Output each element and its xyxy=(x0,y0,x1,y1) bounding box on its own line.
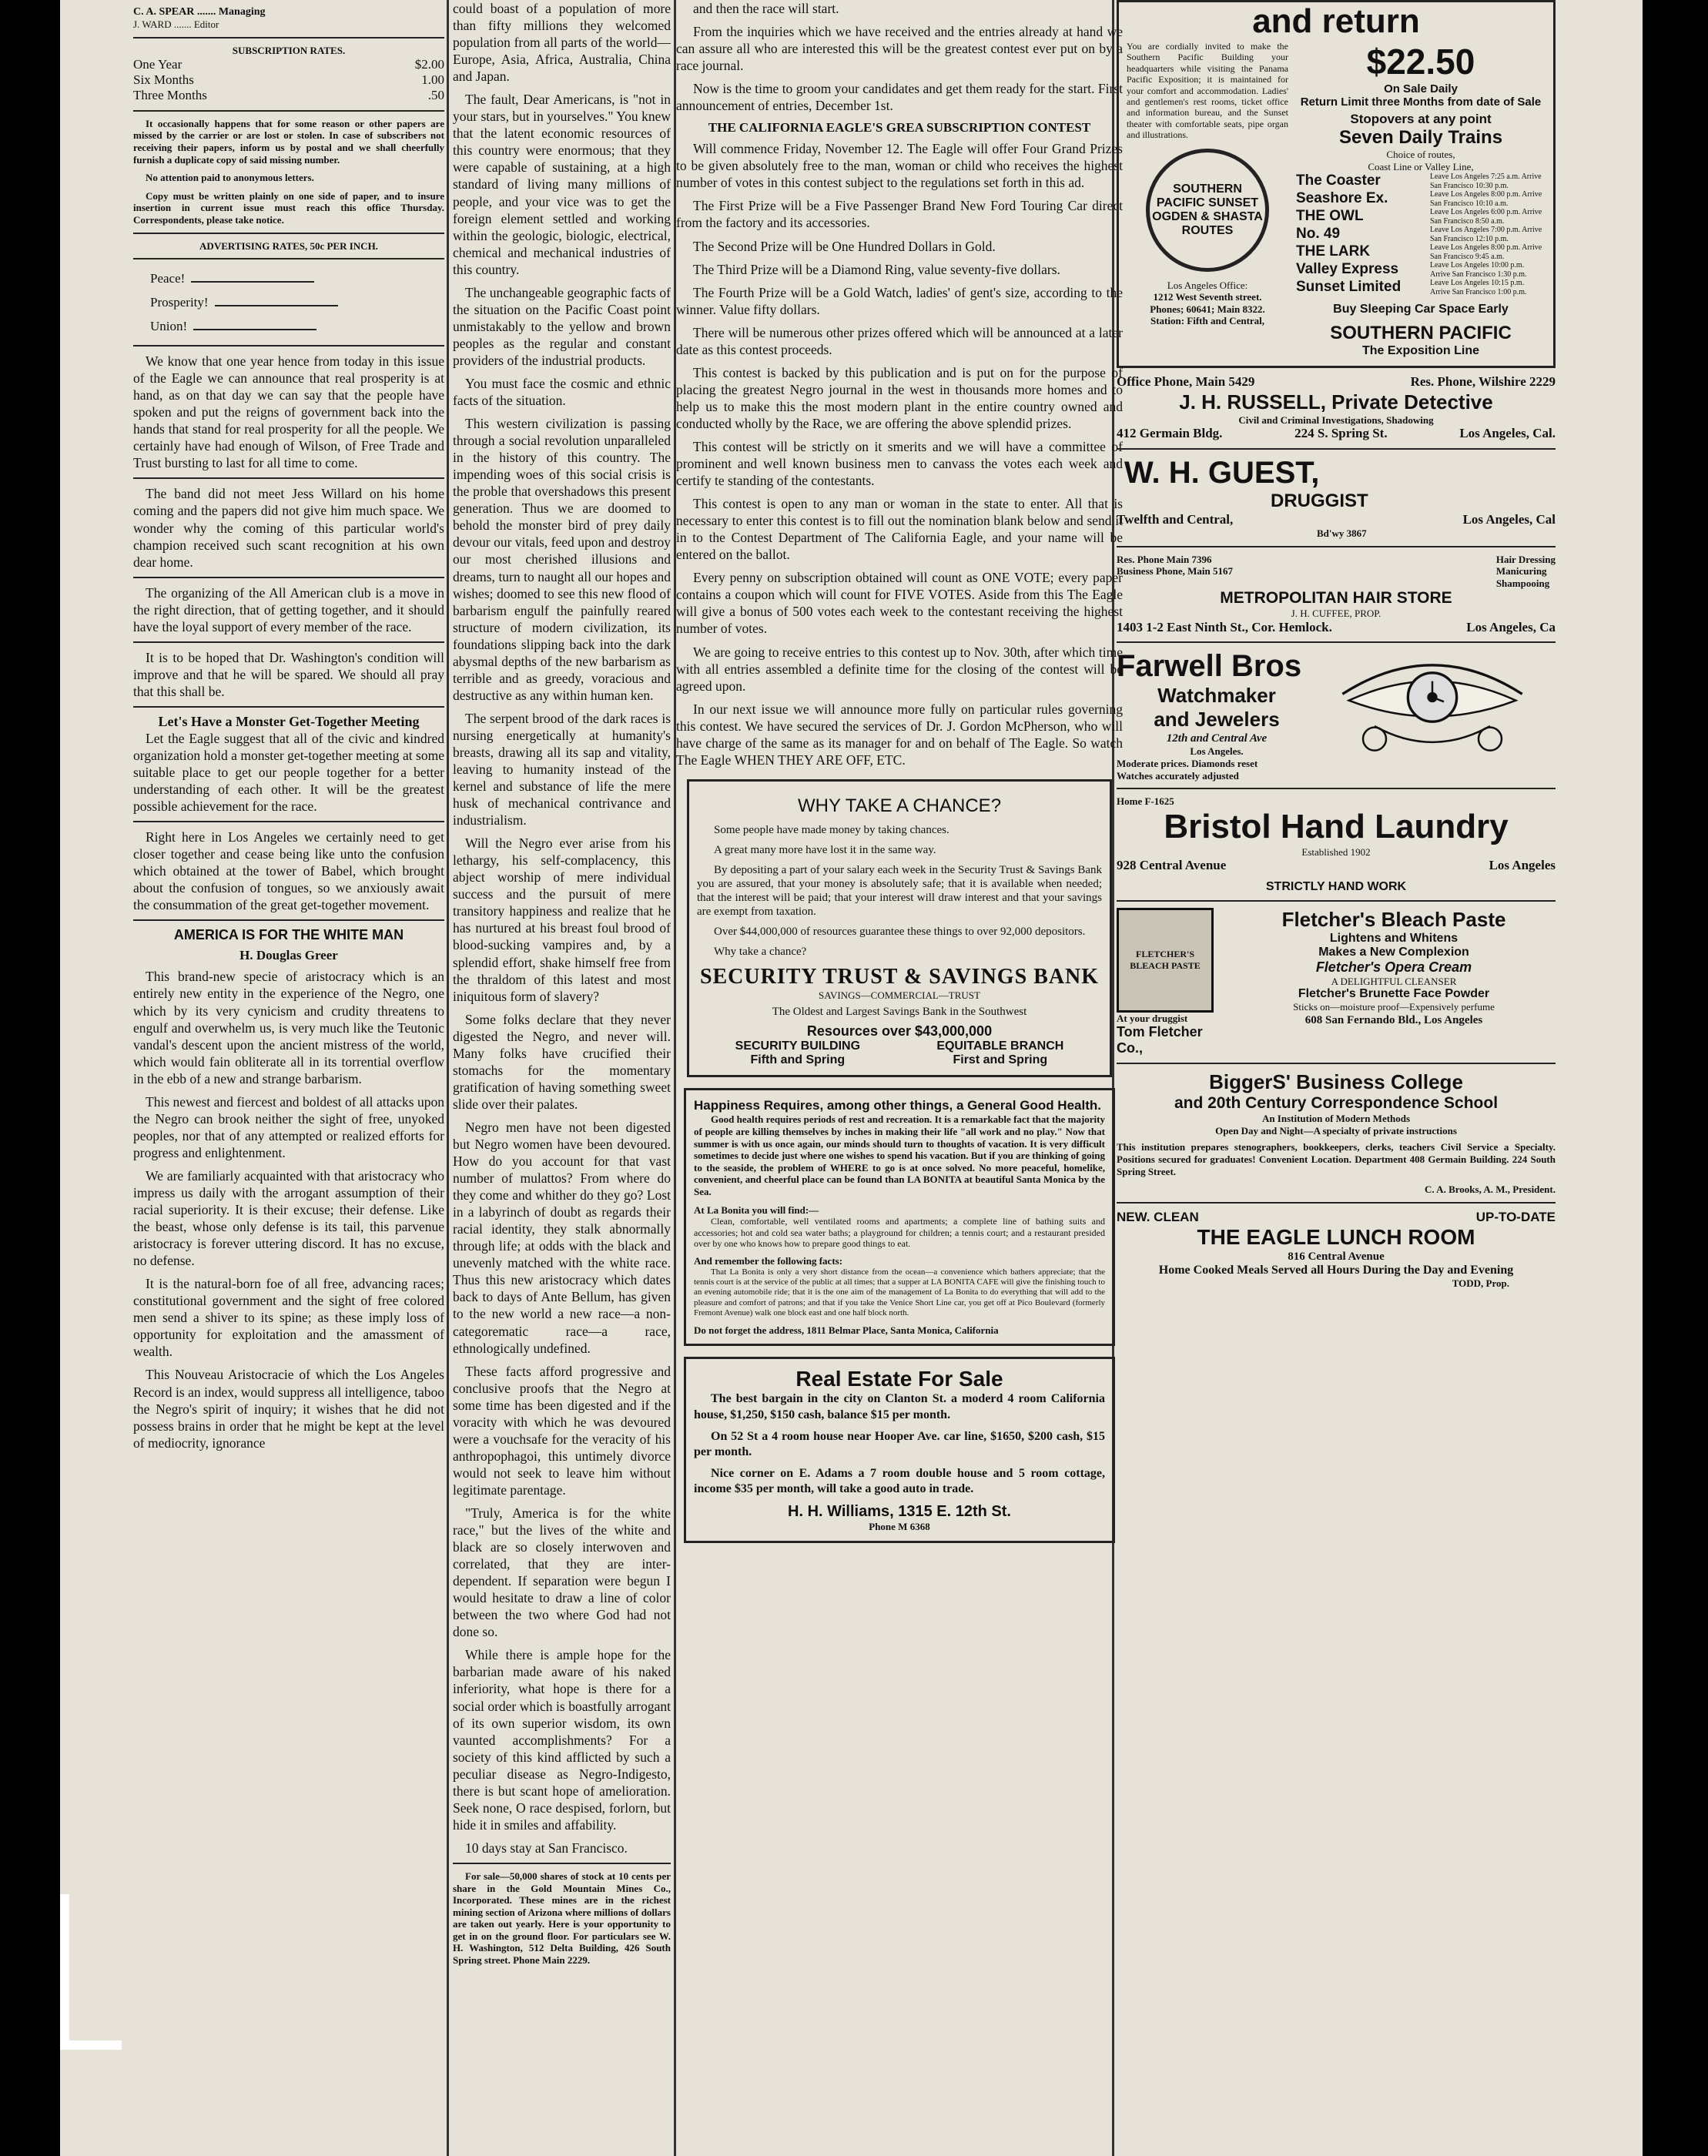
hair-prop: J. H. CUFFEE, PROP. xyxy=(1291,608,1381,620)
contest-paragraph: The Second Prize will be One Hundred Dollars in Gold. xyxy=(693,238,996,254)
article-paragraph: This western civilization is passing through a social revolution unparalleled in the history of this country. The impending woes of this social crisis is the proble that overshadows this present generation. Thus we are doomed to behold the monster bird of prey daily devour our vitals, feed upon and destroy our most cherished illusions and dreams, turn to naught all our hopes and wishes; doomed to see this new flood of barbarism engulf the painfully reared structure of modern civilization, its foundations slipping back into the dark abysmal depths of the new barbarism as terrible and as greedy, voracious and destructive as any within human ken. xyxy=(453,416,671,703)
labonita-find-body: Clean, comfortable, well ventilated rooms and apartments; a complete line of bathing suits and accessories; hot and cold sea water baths; a playground for children; a tennis court; and a restaurant presided over by one who knows how to prepare good things to eat. xyxy=(694,1216,1105,1249)
bristol-phone: Home F-1625 xyxy=(1117,795,1174,808)
russell-phones: Office Phone, Main 5429 Res. Phone, Wilshire 2229 xyxy=(1117,374,1556,390)
contest-paragraph: This contest is open to any man or woman in the state to enter. All that is necessary to enter this contest is to fill out the nomination blank below and send it in to the Contest Department of The California Eagle, and your name will be entered on the ballot. xyxy=(676,496,1123,563)
subscription-row: Six Months 1.00 xyxy=(133,72,444,87)
contest-paragraph: This contest will be strictly on it smerits and we will have a committee of prominent and well known business men to canvass the votes each week and certify te standing of the contestants. xyxy=(676,438,1123,489)
subscription-title: SUBSCRIPTION RATES. xyxy=(232,45,346,56)
labonita-find-label: At La Bonita you will find:— xyxy=(694,1204,819,1216)
russell-name: J. H. RUSSELL, Private Detective xyxy=(1179,390,1493,413)
train-row: The Coaster Leave Los Angeles 7:25 a.m. Arrive San Francisco 10:30 p.m. xyxy=(1296,172,1542,190)
subscription-row: Three Months .50 xyxy=(133,88,444,103)
bristol-name: Bristol Hand Laundry xyxy=(1164,807,1509,845)
train-row: Seashore Ex. Leave Los Angeles 8:00 p.m. Arrive San Francisco 10:10 a.m. xyxy=(1296,190,1542,208)
article-author: H. Douglas Greer xyxy=(239,948,338,963)
stock-sale-notice: For sale—50,000 shares of stock at 10 cents per share in the Gold Mountain Mines Co., Incorporated. These mines are in the richest mining section of Arizona where millions of dollars are taken out yearly. Here is your opportunity to get in on the ground floor. For particulars see W. H. Washington, 512 Delta Building, 426 South Spring street. Phone Main 2229. xyxy=(453,1870,671,1967)
bank-line: Why take a chance? xyxy=(714,945,807,958)
fletcher-line: Makes a New Complexion xyxy=(1318,945,1469,959)
masthead-editor: C. A. SPEAR ....... Managing xyxy=(133,6,266,18)
bristol-address: 928 Central Avenue Los Angeles xyxy=(1117,858,1556,873)
contest-paragraph: Every penny on subscription obtained will count as ONE VOTE; every paper contains a coupon which will count for FIVE VOTES. Aside from this The Eagle will give a bonus of 500 votes each week to the contestant receiving the highest number of votes. xyxy=(676,570,1123,637)
meeting-headline: Let's Have a Monster Get-Together Meeting xyxy=(158,713,420,729)
guest-phone: Bd'wy 3867 xyxy=(1317,527,1367,539)
slogan: Union! xyxy=(150,318,444,334)
biggers-name: BiggerS' Business College xyxy=(1209,1070,1463,1094)
eagle-lunch-prop: TODD, Prop. xyxy=(1452,1277,1509,1289)
bank-sub: SAVINGS—COMMERCIAL—TRUST xyxy=(819,989,980,1001)
bristol-tagline: STRICTLY HAND WORK xyxy=(1265,879,1407,893)
eagle-lunch-name: THE EAGLE LUNCH ROOM xyxy=(1197,1224,1475,1249)
contest-paragraph: The First Prize will be a Five Passenger Brand New Ford Touring Car direct from the factory and its accessories. xyxy=(676,198,1123,231)
article-paragraph: This newest and fiercest and boldest of all attacks upon the Negro can brook neither the sight of free, unyoked peoples, nor that of any attempted or realized efforts for progress and enlightenment. xyxy=(133,1093,444,1160)
labonita-remember-label: And remember the following facts: xyxy=(694,1255,843,1267)
bank-line: By depositing a part of your salary each week in the Security Trust & Savings Bank you are assured, that your money is absolutely safe; that it is available when needed; that the interest will be paid; that your interest will draw interest and that your savings are exempt from taxation. xyxy=(697,863,1102,918)
train-row: THE LARK Leave Los Angeles 8:00 p.m. Arrive San Francisco 9:45 a.m. xyxy=(1296,243,1542,261)
article-paragraph: 10 days stay at San Francisco. xyxy=(465,1840,628,1856)
article-paragraph: This brand-new specie of aristocracy which is an entirely new entity in the experience of the Negro, one which by its very cynicism and crudity threatens to engulf and overwhelm us, is very much like the Teutonic vandal's descent upon the ancient mistress of the world, which would fain obliterate all in its torrential overflow in the ebb of a new and strange barbarism. xyxy=(133,969,444,1086)
sp-line: The Exposition Line xyxy=(1361,344,1479,358)
bank-line: A great many more have lost it in the same way. xyxy=(714,843,936,856)
article-paragraph: We are familiarly acquainted with that aristocracy who impress us daily with the arrogant assumption of their racial superiority. It is their excuse; their defense. Like the beast, whose only defense is its tail, this parvenue aristocracy is forever uttering discord. It has no excuse, no defense. xyxy=(133,1167,444,1269)
biggers-inst: An Institution of Modern Methods xyxy=(1261,1113,1411,1125)
column-2 xyxy=(453,0,671,1973)
contest-paragraph: This contest is backed by this publication and is put on for the purpose of placing the greatest Negro journal in the west in thousands more homes and to help us to make this the most modern plant in the entire country owned and conducted wholly by the Race, we are offering the above splendid prizes. xyxy=(676,364,1123,431)
bank-tagline: The Oldest and Largest Savings Bank in the Southwest xyxy=(772,1006,1027,1019)
fletcher-druggist: At your druggist xyxy=(1117,1012,1188,1024)
sp-brand: SOUTHERN PACIFIC xyxy=(1330,323,1512,344)
article-headline: AMERICA IS FOR THE WHITE MAN xyxy=(173,927,404,943)
russell-address: 412 Germain Bldg. 224 S. Spring St. Los Angeles, Cal. xyxy=(1117,426,1556,441)
fletcher-line: Fletcher's Opera Cream xyxy=(1315,959,1472,975)
fletcher-name: Fletcher's Bleach Paste xyxy=(1281,907,1506,931)
editorial-paragraph: We know that one year hence from today in this issue of the Eagle we can announce that real prosperity is at hand, as on that day we can say that the people have spoken and put the reigns of government back into the hands that stand for real prosperity for all the people. We certainly have had enough of Wilson, of Free Trade and Trust bursting to last for all time to come. xyxy=(133,353,444,471)
bank-branches: SECURITY BUILDING Fifth and Spring EQUITABLE BRANCH First and Spring xyxy=(735,1040,1064,1067)
fletcher-ad xyxy=(1117,908,1556,1057)
sp-office-addr: 1212 West Seventh street. xyxy=(1153,291,1262,303)
editorial-paragraph: Right here in Los Angeles we certainly need to get closer together and cease being like unto the confusion which obtained at the tower of Babel, which brought about the confusion of tongues, so we anxiously await the consummation of the great get-together movement. xyxy=(133,829,444,913)
article-paragraph: This Nouveau Aristocracie of which the Los Angeles Record is an index, would suppress all intelligence, taboo the Negro's spirit of inquiry; it wishes that he did not possess brains in order that he might be kept at the level of mediocrity, ignorance xyxy=(133,1367,444,1451)
contest-paragraph: Will commence Friday, November 12. The Eagle will offer Four Grand Prizes to be given absolutely free to the man, woman or child who receives the highest number of votes in this contest subject to the regulations set forth in this ad. xyxy=(676,141,1123,191)
southern-pacific-ad xyxy=(1117,0,1556,368)
article-paragraph: "Truly, America is for the white race," but the lives of the white and black are so closely interwoven and correlated, that they are inter-dependent. If separation were begun I would hesitate to draw a line of color between the two where God had not done so. xyxy=(453,1505,671,1640)
train-row: THE OWL Leave Los Angeles 6:00 p.m. Arrive San Francisco 8:50 a.m. xyxy=(1296,208,1542,226)
sp-routes: Choice of routes, xyxy=(1386,149,1455,160)
guest-name: W. H. GUEST, xyxy=(1124,455,1320,490)
column-3 xyxy=(676,0,1123,1554)
editorial-paragraph: Let the Eagle suggest that all of the civic and kindred organization hold a monster get-together meeting at some suitable place to get our people together for a better understanding of each other. It will be the greatest possible achievement for the race. xyxy=(133,730,444,815)
bank-line: Over $44,000,000 of resources guarantee these things to over 92,000 depositors. xyxy=(714,925,1086,938)
sp-sleeping: Buy Sleeping Car Space Early xyxy=(1333,303,1509,316)
sp-phones: Phones; 60641; Main 8322. xyxy=(1150,303,1265,315)
advertising-rates: ADVERTISING RATES, 50c PER INCH. xyxy=(199,239,378,252)
contest-intro: Now is the time to groom your candidates and get them ready for the start. First announcement of entries, December 1st. xyxy=(676,81,1123,114)
farwell-city: Los Angeles. xyxy=(1190,745,1244,758)
sp-limit: Return Limit three Months from date of Sale xyxy=(1300,95,1542,109)
sp-onsale: On Sale Daily xyxy=(1384,82,1458,95)
russell-service: Civil and Criminal Investigations, Shadowing xyxy=(1238,413,1434,426)
fletcher-box-icon: FLETCHER'S BLEACH PASTE xyxy=(1117,908,1214,1013)
sp-invite: You are cordially invited to make the Southern Pacific Building your headquarters while visiting the Panama Pacific Exposition; it is maintained for your comfort and accommodation. Ladies' and gentlemen's rest rooms, ticket office and information bureau, and the Sunset theater with comfortable seats, pipe organ and illustrations. xyxy=(1127,41,1288,141)
biggers-pres: C. A. Brooks, A. M., President. xyxy=(1425,1183,1556,1196)
article-paragraph: It is the natural-born foe of all free, advancing races; constitutional government and the sight of free colored men send a shiver to its spine; as these imply loss of opportunity for exploitation and the amassment of wealth. xyxy=(133,1276,444,1360)
fletcher-line: A DELIGHTFUL CLEANSER xyxy=(1331,975,1457,987)
article-paragraph: Will the Negro ever arise from his lethargy, his self-complacency, this abject worship of mere individual success and the pursuit of mere transitory happiness and realize that he has nurtured at his breast foul brood of blood-sucking vampires and, by a splendid effort, shake himself free from the thraldom of this latest and most iniquitous form of slavery? xyxy=(453,835,671,1004)
slogan: Prosperity! xyxy=(150,294,444,310)
labonita-headline: Happiness Requires, among other things, a General Good Health. xyxy=(694,1098,1101,1113)
realestate-phone: Phone M 6368 xyxy=(869,1521,930,1533)
realestate-agent: H. H. Williams, 1315 E. 12th St. xyxy=(788,1503,1011,1521)
article-paragraph: The fault, Dear Americans, is "not in your stars, but in yourselves." You knew that the latent economic resources of this country were enormous; that they were capable of sustaining, at a high standard of living many millions of people, and your vice was to get the foreign element settled and working within the geologic, biologic, electrical, chemical and mechanical industries of this country. xyxy=(453,92,671,277)
sp-office-label: Los Angeles Office: xyxy=(1167,279,1248,291)
farwell-name: Farwell Bros xyxy=(1117,649,1302,684)
contest-headline: THE CALIFORNIA EAGLE'S GREA SUBSCRIPTION CONTEST xyxy=(708,120,1091,136)
column-1 xyxy=(133,0,444,1458)
farwell-trade: and Jewelers xyxy=(1154,708,1280,732)
contest-paragraph: The Fourth Prize will be a Gold Watch, ladies' of gent's size, according to the winner. Value fifty dollars. xyxy=(676,284,1123,317)
farwell-line: Watches accurately adjusted xyxy=(1117,769,1239,782)
eagle-lunch-addr: 816 Central Avenue xyxy=(1288,1250,1385,1263)
subscription-notice: No attention paid to anonymous letters. xyxy=(146,172,314,184)
editorial-paragraph: The organizing of the All American club is a move in the right direction, that of getting together, and it should have the loyal support of every member of the race. xyxy=(133,584,444,634)
film-edge-mark xyxy=(60,1894,69,2048)
article-paragraph: While there is ample hope for the barbarian made aware of his naked inferiority, what hope is there for a social order which is boastfully arrogant of its own superior wisdom, its own vaunted accomplishments? For a society of this kind afflicted by such a peculiar disease as Negro-Indigesto, there is but scant hope of amelioration. Seek none, O race despised, forlorn, but hide it in smiles and affability. xyxy=(453,1647,671,1833)
article-paragraph: These facts afford progressive and conclusive proofs that the Negro at some time has been digested and if the voracity with which he was devoured were a vouchsafe for the veracity of his anthropophagoi, this untimely divorce would not seek to leave him without legitimate parentage. xyxy=(453,1363,671,1498)
masthead-editor-2: J. WARD ....... Editor xyxy=(133,18,219,30)
realestate-listing: On 52 St a 4 room house near Hooper Ave. car line, $1650, $200 cash, $15 per month. xyxy=(694,1429,1105,1458)
labonita-ad xyxy=(684,1088,1115,1346)
realestate-listing: Nice corner on E. Adams a 7 room double house and 5 room cottage, income $35 per month, will take a good auto in trade. xyxy=(694,1467,1105,1496)
biggers-sub: and 20th Century Correspondence School xyxy=(1174,1094,1499,1113)
bank-headline: WHY TAKE A CHANCE? xyxy=(797,795,1002,816)
train-row: Valley Express Leave Los Angeles 10:00 p.m. Arrive San Francisco 1:30 p.m. xyxy=(1296,261,1527,279)
subscription-notice: It occasionally happens that for some reason or other papers are missed by the carrier or are lost or stolen. In case of subscribers not receiving their papers, inform us by postal and we shall cheerfully furnish a duplicate copy of said missing number. xyxy=(133,117,444,166)
biggers-body: This institution prepares stenographers, bookkeepers, clerks, teachers Civil Service a Specialty. Positions secured for graduates! Convenient Location. Department 408 Germain Building. 224 South Spring Street. xyxy=(1117,1141,1556,1177)
contest-intro: From the inquiries which we have received and the entries already at hand we can assure all who are interested this will be the greatest contest ever put on by a race journal. xyxy=(676,24,1123,74)
fletcher-line: Lightens and Whitens xyxy=(1329,931,1458,945)
sp-trains: Seven Daily Trains xyxy=(1338,127,1503,148)
contest-paragraph: The Third Prize will be a Diamond Ring, value seventy-five dollars. xyxy=(693,261,1060,277)
bank-name: SECURITY TRUST & SAVINGS BANK xyxy=(699,964,1100,989)
southern-pacific-seal-icon: SOUTHERN PACIFIC SUNSET OGDEN & SHASTA ROUTES xyxy=(1146,149,1269,272)
hair-store-name: METROPOLITAN HAIR STORE xyxy=(1220,589,1452,608)
contest-paragraph: In our next issue we will announce more fully on particular rules governing this contest. We have secured the services of Dr. J. Gordon McPherson, who will have charge of the same as its manager for and on behalf of The Eagle. So watch The Eagle WHEN THEY ARE OFF, ETC. xyxy=(676,701,1123,768)
realestate-listing: The best bargain in the city on Clanton St. a moderd 4 room California house, $1,250, $150 cash, balance $15 per month. xyxy=(694,1392,1105,1421)
column-4: and return You are cordially invited to make the Southern Pacific Building your headquarters while visiting the Panama Pacific Exposition; it is maintained for your comfort and accommodation. Ladies' and gentlemen's rest rooms, ticket office and information bureau, and the Sunset theater with comfortable seats, pipe organ and illustrations. SOUTHERN PACIFIC SUNSET OGDEN & SHASTA ROUTES Los Angeles Office: 1212 West Seventh street. Phones; 60641; Main 8322. Station: Fifth and Central, $22.50 On Sale Daily Return Limit three Months from date of Sale Stopovers at any point Seven Daily Trains Choice of routes, Coast Line or Valley Line, The Coaster Leave Los Angeles 7:25 a.m. Arrive San Francisco 10:30 p.m. Seashore Ex. Leave Los Angeles 8:00 p.m. Arrive San Francisco 10:10 a.m. THE OWL Leave Los Angeles 6:00 p.m. Arrive San Francisco 8:50 a.m. No. 49 Leave Los Angeles 7:00 p.m. Arrive San Francisco 12:10 p.m. THE LARK Leave Los Angeles 8:00 p.m. Arrive San Francisco 9:45 a.m. Valley Express Leave Los Angeles 10:00 p.m. Arrive San Francisco 1:30 p.m. Sunset Limited Leave Los Angeles 10:15 p.m. Arrive San Francisco 1:00 p.m. Buy Sleeping Car Space Early SOUTHERN PACIFIC The Exposition Line Office Phone, Main 5429 Res. Phone, Wilshire 2229 J. H. RUSSELL, Private Detective Civil and Criminal Investigations, Shadowing 412 Germain Bldg. 224 S. Spring St. Los Angeles, Cal. W. H. GUEST, DRUGGIST Twelfth and Central, Los Angeles, Cal Bd'wy 3867 Res. Phone Main 7396 Business Phone, Main 5167 Hair Dressing Manicuring Shampooing METROPOLITAN HAIR STORE J. H. CUFFEE, PROP. 1403 1-2 East Ninth St., Cor. Hemlock. Los Angeles, Ca Farwell Bros Watchmaker and Jewelers 12th and Central Ave Los Angeles. Moderate prices. Diamonds reset Watches accurately adjusted Home F-1625 Bristol Hand Laundry Established 1902 928 Central Avenue Los Angeles STRICTLY HAND WORK FLETCHER'S BLEACH PASTE At your druggist Tom Fletcher Co., Fletcher's Bleach Paste Lightens and Whitens Makes a New Complexion Fletcher's Opera Cream A DELIGHTFUL CLEANSER Fletcher's Brunette Face Powder Sticks on—moisture proof—Expensively perfume 608 San Fernando Bld., Los Angeles BiggerS' Business College and 20th Century Correspondence School An Institution of Modern Methods Open Day and Night—A specialty of private instructions This institution prepares stenographers, bookkeepers, clerks, teachers Civil Service a Specialty. Positions secured for graduates! Convenient Location. Department 408 Germain Building. 224 South Spring Street. C. A. Brooks, A. M., President. NEW. CLEAN UP-TO-DATE THE EAGLE LUNCH ROOM 816 Central Avenue Home Cooked Meals Served all Hours During the Day and Evening TODD, Prop. xyxy=(1117,0,1556,1289)
fletcher-company: Tom Fletcher Co., xyxy=(1117,1024,1203,1056)
farwell-trade: Watchmaker xyxy=(1157,684,1276,708)
farwell-ad xyxy=(1117,649,1556,782)
train-row: Sunset Limited Leave Los Angeles 10:15 p.m. Arrive San Francisco 1:00 p.m. xyxy=(1296,279,1527,296)
article-paragraph: Negro men have not been digested but Negro women have been devoured. How do you account for that vast number of mulattos? From where do they come and whither do they go? Lost in a labyrinch of doubt as regards their racial identity, they stalk abnormally through life; at odds with the black and unevenly matched with the white race. Thus this new aristocracy which dates back to days of Ante Bellum, has given to the new world a new race—a non-categorematic race—a race, ethnologically undefined. xyxy=(453,1119,671,1356)
realestate-ad xyxy=(684,1357,1115,1543)
fletcher-line: Sticks on—moisture proof—Expensively perfume xyxy=(1293,1001,1495,1013)
newspaper-page xyxy=(60,0,1643,2156)
article-paragraph: Some folks declare that they never digested the Negro, and never will. Many folks have crucified their stomachs for the momentary gratification of having something sweet slide over their palates. xyxy=(453,1011,671,1112)
guest-address: Twelfth and Central, Los Angeles, Cal xyxy=(1117,511,1556,527)
hair-address: 1403 1-2 East Ninth St., Cor. Hemlock. Los Angeles, Ca xyxy=(1117,619,1556,634)
realestate-headline: Real Estate For Sale xyxy=(795,1367,1003,1391)
editorial-paragraph: The band did not meet Jess Willard on his home coming and the papers did not give him much space. We wonder why the coming of this particular world's champion received such scant recognition at his own dear home. xyxy=(133,486,444,570)
labonita-body: Good health requires periods of rest and recreation. It is a remarkable fact that the majority of people are killing themselves by inches in making their life "all work and no play." Now that summer is with us once again, our minds should turn to thoughts of vacation. It is very difficult sometimes to decide just where one wishes to spend his vacation. But if you are thinking of going to the seaside, the problem of WHERE to go is at once solved. No more peaceful, homelike, convenient, and cheerful place can be found than LA BONITA at beautiful Santa Monica by the Sea. xyxy=(694,1113,1105,1197)
slogan: Peace! xyxy=(150,270,444,286)
bank-resources: Resources over $43,000,000 xyxy=(806,1023,993,1040)
article-paragraph: could boast of a population of more than fifty millions they welcomed population from all parts of the world—Europe, Asia, Africa, Australia, China and Japan. xyxy=(453,1,671,85)
film-edge-mark xyxy=(60,2040,122,2050)
sp-stopovers: Stopovers at any point xyxy=(1350,112,1492,126)
farwell-addr: 12th and Central Ave xyxy=(1166,732,1268,745)
column-rule xyxy=(447,0,449,2156)
eye-watch-icon xyxy=(1317,649,1548,765)
hair-services: Hair Dressing Manicuring Shampooing xyxy=(1495,553,1556,589)
fletcher-line: Fletcher's Brunette Face Powder xyxy=(1298,987,1490,1001)
sp-station: Station: Fifth and Central, xyxy=(1150,315,1265,327)
contest-paragraph: We are going to receive entries to this contest up to Nov. 30th, after which time with all entries assembled a definite time for the closing of the contest will be agreed upon. xyxy=(676,644,1123,694)
article-paragraph: The unchangeable geographic facts of the situation on the Pacific Coast point unmistakably to the yellow and brown peoples as the regular and constant providers of the industrial products. xyxy=(453,284,671,368)
contest-paragraph: There will be numerous other prizes offered which will be announced at a later date as this contest proceeds. xyxy=(676,324,1123,357)
sp-headline: and return xyxy=(1252,2,1420,40)
article-paragraph: You must face the cosmic and ethnic facts of the situation. xyxy=(453,375,671,409)
bank-line: Some people have made money by taking chances. xyxy=(714,823,949,836)
sp-price: $22.50 xyxy=(1366,42,1475,82)
eagle-lunch-body: Home Cooked Meals Served all Hours During the Day and Evening xyxy=(1158,1263,1514,1277)
farwell-line: Moderate prices. Diamonds reset xyxy=(1117,757,1258,769)
sp-coast: Coast Line or Valley Line, xyxy=(1368,160,1474,172)
editorial-paragraph: It is to be hoped that Dr. Washington's condition will improve and that he will be spared. We should all pray that this shall be. xyxy=(133,649,444,699)
train-row: No. 49 Leave Los Angeles 7:00 p.m. Arrive San Francisco 12:10 p.m. xyxy=(1296,226,1542,243)
bristol-est: Established 1902 xyxy=(1301,845,1371,858)
bank-ad xyxy=(687,779,1112,1078)
contest-intro: and then the race will start. xyxy=(693,1,839,16)
labonita-remember-body: That La Bonita is only a very short distance from the ocean—a convenience which bathers appreciate; that the tennis court is at the service of the public at all times; that a supper at LA BONITA CAFE will give the finishing touch to an evening automobile ride; that it is the one aim of the management of La Bonita to do everything that will add to the pleasure and comfort of patrons; and that if you take the Venice Short Line car, you get off at Pico Boulevard (formerly Fremont Avenue) walk one block east and one half block north. xyxy=(694,1267,1105,1317)
labonita-address: Do not forget the address, 1811 Belmar Place, Santa Monica, California xyxy=(694,1324,999,1336)
article-paragraph: The serpent brood of the dark races is nursing energetically at humanity's breasts, drawing all its sap and vitality, leaving to humanity instead of the kernel and substance of life the mere husk of mechanical contrivance and industrialism. xyxy=(453,710,671,829)
fletcher-addr: 608 San Fernando Bld., Los Angeles xyxy=(1304,1013,1483,1026)
eagle-lunch-top: NEW. CLEAN UP-TO-DATE xyxy=(1117,1209,1556,1224)
biggers-hours: Open Day and Night—A specialty of private instructions xyxy=(1215,1124,1457,1137)
subscription-row: One Year $2.00 xyxy=(133,56,444,72)
guest-title: DRUGGIST xyxy=(1271,490,1368,511)
subscription-notice: Copy must be written plainly on one side of paper, and to insure insertion in current issue must reach this office Thursday. Correspondents, please take notice. xyxy=(133,189,444,226)
